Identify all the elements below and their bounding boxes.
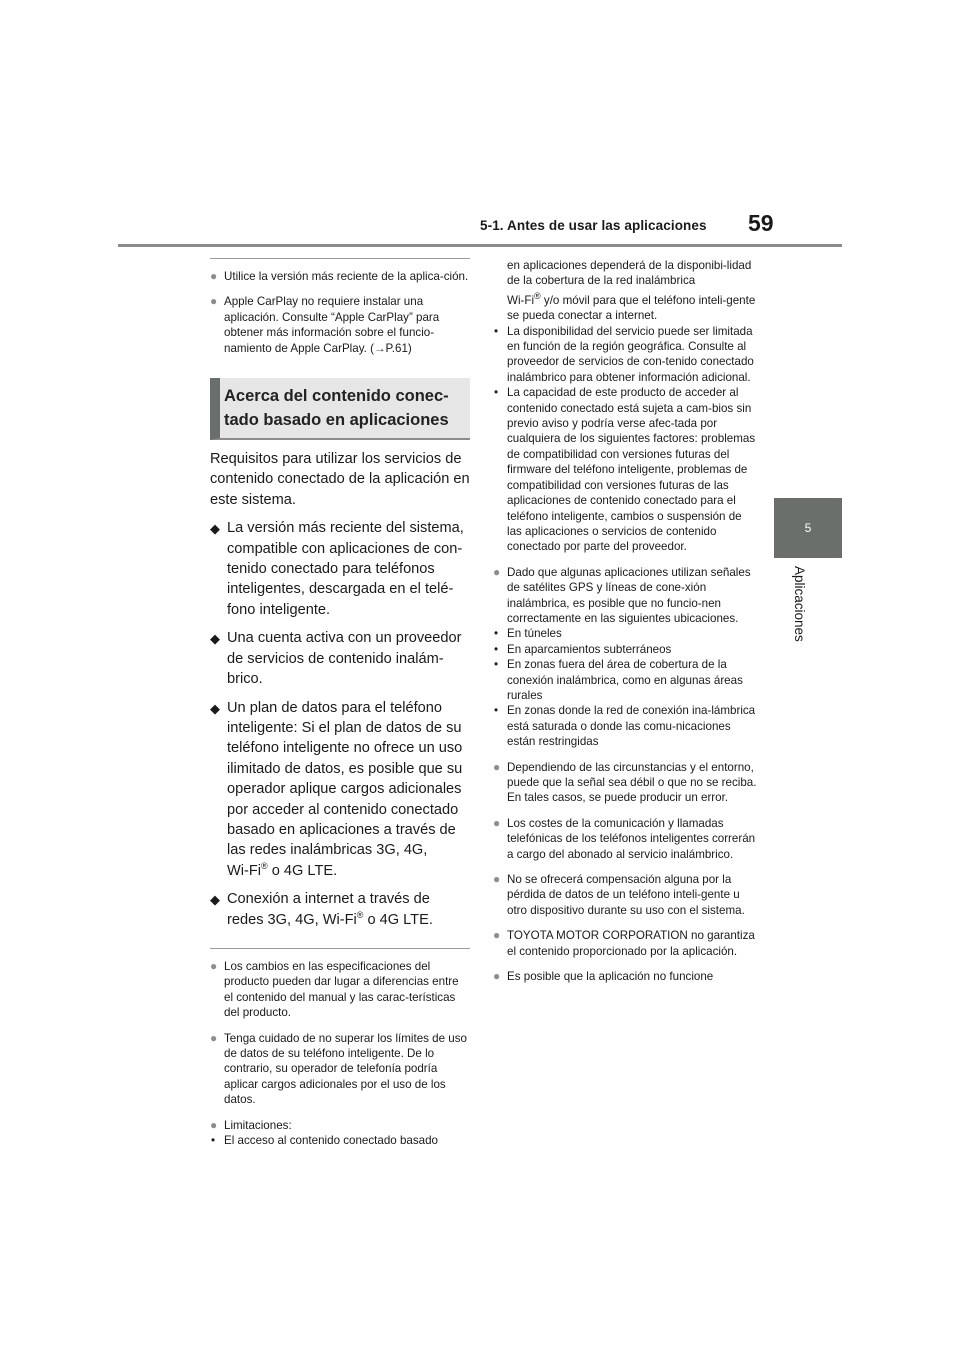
right-column <box>493 258 757 984</box>
diamond-bullet-icon: ◆ <box>210 892 220 908</box>
limitation-item <box>493 324 757 386</box>
chapter-tab <box>774 498 842 558</box>
requirement-text: Una cuenta activa con un proveedor de servicios de contenido inalám-brico. <box>227 630 462 688</box>
wifi-text: Wi-Fi <box>227 862 262 879</box>
limitation-text: La capacidad de este producto de acceder al contenido conectado está sujeta a cam-bios sin previo aviso y podría verse afec-tada por cualquiera de los siguientes factores: problemas de compatibilidad con versiones futuras del firmware del teléfono inteligente, problemas de compatibilidad con versiones futuras de las aplicaciones de contenido conectado para el teléfono inteligente, cambios o suspensión de las aplicaciones o servicios de contenido conectado por parte del proveedor. <box>507 386 756 554</box>
note-item <box>493 969 757 984</box>
location-item <box>493 657 757 703</box>
location-item <box>493 703 757 749</box>
header-divider <box>118 244 842 247</box>
chapter-number: 5 <box>804 521 812 535</box>
requirement-text <box>227 889 470 930</box>
note-bullet-icon: ● <box>210 269 218 283</box>
diamond-bullet-icon: ◆ <box>210 700 220 716</box>
chapter-label: Aplicaciones <box>792 566 807 642</box>
sub-bullet: • <box>494 386 499 400</box>
wifi-text: Wi-Fi <box>507 293 535 307</box>
limitation-item <box>493 385 757 554</box>
continued-text-1: en aplicaciones dependerá de la disponibi-lidad de la cobertura de la red inalámbrica <box>507 259 752 288</box>
note-bullet-icon: ● <box>210 1030 218 1045</box>
note-text: Utilice la versión más reciente de la aplica-ción. <box>224 270 469 283</box>
sub-bullet: • <box>494 627 499 641</box>
note-bullet-icon: ● <box>493 564 501 579</box>
note-bullet-icon: ● <box>493 969 501 984</box>
notes-divider <box>210 948 470 949</box>
section-heading: Acerca del contenido conec-tado basado en aplicaciones <box>210 378 470 440</box>
sub-bullet: • <box>494 324 499 338</box>
note-bullet-icon: ● <box>210 1117 218 1132</box>
location-text: En aparcamientos subterráneos <box>507 642 672 656</box>
note-item <box>493 760 757 806</box>
requirement-text-end: o 4G LTE. <box>267 862 338 879</box>
note-bullet-icon: ● <box>210 958 218 973</box>
note-bullet-icon: ● <box>493 928 501 943</box>
requirement-text-main: Conexión a internet a través de redes 3G, 4G, Wi-Fi <box>227 891 430 928</box>
note-item <box>493 872 757 918</box>
continued-text-2: y/o móvil para que el teléfono inteli-gente se pueda conectar a internet. <box>507 293 756 323</box>
diamond-bullet-icon: ◆ <box>210 631 220 647</box>
page-number: 59 <box>748 210 774 236</box>
note-text: Apple CarPlay no requiere instalar una aplicación. Consulte “Apple CarPlay” para obtener más información sobre el funcio-namiento de Apple CarPlay. (→P.61) <box>224 295 440 355</box>
note-text: Dado que algunas aplicaciones utilizan señales de satélites GPS y líneas de cone-xión inalámbrica, es posible que no funcio-nen correctamente en las siguientes ubicaciones. <box>507 565 751 625</box>
note-text: Dependiendo de las circunstancias y el entorno, puede que la señal sea débil o que no se reciba. En tales casos, se puede producir un error. <box>507 760 757 805</box>
requirement-text <box>227 698 470 882</box>
note-text: Es posible que la aplicación no funcione <box>507 970 714 984</box>
notes-divider <box>210 258 470 259</box>
note-text: Los costes de la comunicación y llamadas telefónicas de los teléfonos inteligentes correrán a cargo del abonado al servicio inalámbrico. <box>507 816 756 861</box>
section-header-title: 5-1. Antes de usar las aplicaciones <box>480 218 707 233</box>
continued-text <box>493 258 757 324</box>
registered-mark: ® <box>356 909 364 920</box>
note-item <box>493 565 757 627</box>
note-text: No se ofrecerá compensación alguna por la pérdida de datos de un teléfono inteli-gente u otro dispositivo durante su uso con el sistema. <box>507 873 745 917</box>
location-text: En zonas fuera del área de cobertura de la conexión inalámbrica, como en algunas áreas rurales <box>507 658 743 702</box>
requirement-item <box>210 628 470 689</box>
left-column <box>210 258 470 1148</box>
diamond-bullet-icon: ◆ <box>210 521 220 537</box>
requirement-item <box>210 889 470 930</box>
requirement-text: La versión más reciente del sistema, compatible con aplicaciones de con-tenido conectado para teléfonos inteligentes, descargada en el telé-fono inteligente. <box>227 520 464 618</box>
location-item <box>493 642 757 657</box>
requirement-item <box>210 518 470 620</box>
note-item <box>210 959 470 1021</box>
registered-mark: ® <box>534 290 541 301</box>
location-item <box>493 626 757 641</box>
note-text: Tenga cuidado de no superar los límites de uso de datos de su teléfono inteligente. De lo contrario, su operador de telefonía podría aplicar cargos adicionales por el uso de los datos. <box>224 1031 467 1107</box>
note-bullet-icon: ● <box>210 294 218 309</box>
note-text <box>211 1118 470 1149</box>
limitation-item <box>210 1133 470 1148</box>
note-item <box>210 269 470 284</box>
sub-bullet: • <box>494 658 499 672</box>
note-item <box>210 1031 470 1108</box>
note-bullet-icon: ● <box>493 815 501 830</box>
limitation-text: La disponibilidad del servicio puede ser limitada en función de la región geográfica. Consulte al proveedor de servicios de con-tenido conectado inalámbrico para obtener información adicional. <box>507 324 754 384</box>
requirement-text-end: o 4G LTE. <box>363 911 433 928</box>
intro-paragraph: Requisitos para utilizar los servicios de contenido conectado de la aplicación en este sistema. <box>210 451 470 508</box>
note-bullet-icon: ● <box>493 759 501 774</box>
note-item <box>493 928 757 959</box>
note-text: TOYOTA MOTOR CORPORATION no garantiza el contenido proporcionado por la aplicación. <box>507 929 755 958</box>
note-text: Los cambios en las especificaciones del producto pueden dar lugar a diferencias entre el contenido del manual y las carac-terísticas del producto. <box>224 959 459 1020</box>
limitations-label: Limitaciones: <box>224 1118 292 1132</box>
registered-mark: ® <box>261 860 268 871</box>
location-text: En zonas donde la red de conexión ina-lámbrica está saturada o donde las comu-nicaciones están restringidas <box>507 704 756 749</box>
requirement-item <box>210 698 470 882</box>
note-item <box>493 816 757 862</box>
note-item <box>210 294 470 356</box>
note-item <box>210 1118 470 1149</box>
requirement-text-main: Un plan de datos para el teléfono inteligente: Si el plan de datos de su teléfono inteligente no ofrece un uso ilimitado de datos, es posible que su operador aplique cargos adicionales por acceder al contenido conectado basado en aplicaciones a través de las redes inalámbricas 3G, 4G, <box>227 699 463 859</box>
note-bullet-icon: ● <box>493 872 501 887</box>
limitation-text: El acceso al contenido conectado basado <box>224 1134 438 1148</box>
sub-bullet: • <box>211 1134 216 1148</box>
location-text: En túneles <box>507 627 562 641</box>
sub-bullet: • <box>494 704 499 718</box>
sub-bullet: • <box>494 642 499 656</box>
